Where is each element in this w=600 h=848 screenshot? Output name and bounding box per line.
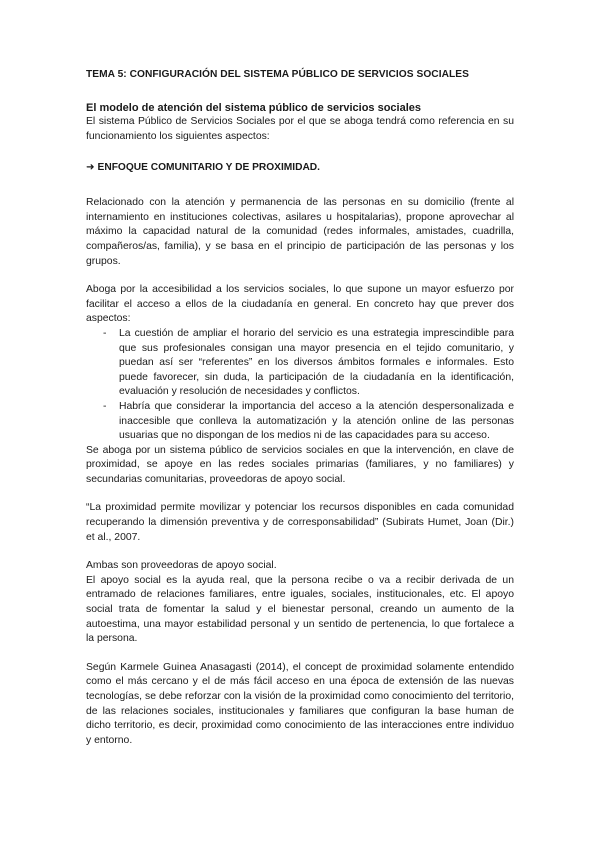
- paragraph-sistema-publico: Se aboga por un sistema público de servicios sociales en que la intervención, en clave de proximidad, se apoye en las redes sociales primarias (familiares, y no familiares) y secundarias comunitarias, proveedoras de apoyo social.: [86, 444, 514, 485]
- section-heading: [86, 161, 514, 175]
- document-title: TEMA 5: CONFIGURACIÓN DEL SISTEMA PÚBLICO DE SERVICIOS SOCIALES: [86, 69, 469, 80]
- list-item-text: La cuestión de ampliar el horario del servicio es una estrategia imprescindible para que sus profesionales consigan una mayor presencia en el tejido comunitario, y puedan así ser “referentes” en los diversos ámbitos formales e informales. Esto puede favorecer, sin duda, la participación de la ciudadanía en la identificación, evaluación y resolución de necesidades y conflictos.: [119, 327, 514, 398]
- dash-bullet: -: [103, 327, 107, 339]
- paragraph-accesibilidad: Aboga por la accesibilidad a los servicios sociales, lo que supone un mayor esfuerzo por facilitar el acceso a ellos de la ciudadanía en general. En concreto hay que prever dos aspectos:: [86, 284, 514, 325]
- paragraph-apoyo-social: El apoyo social es la ayuda real, que la persona recibe o va a recibir derivada de un entramado de relaciones familiares, entre iguales, sociales, institucionales, etc. El apoyo social trata de fomentar la salud y el bienestar personal, creando un aumento de la autoestima, una mayor estabilidad personal y un sentido de pertenencia, lo que fortalece a la persona.: [86, 574, 514, 645]
- list-item: [103, 400, 514, 444]
- paragraph-domicilio: Relacionado con la atención y permanencia de las personas en su domicilio (frente al internamiento en instituciones colectivas, asilares u hospitalarias), propone aprovechar al máximo la capacidad natural de la comunidad (redes informales, amistades, cuadrilla, compañeros/as, familia), y se basa en el principio de participación de las personas y los grupos.: [86, 197, 514, 267]
- section-heading-text: ENFOQUE COMUNITARIO Y DE PROXIMIDAD.: [97, 162, 320, 174]
- quote-paragraph: “La proximidad permite movilizar y potenciar los recursos disponibles en cada comunidad recuperando la dimensión preventiva y de corresponsabilidad” (Subirats Humet, Joan (Dir.) et al., 2007.: [86, 502, 514, 543]
- section-subtitle: El modelo de atención del sistema público de servicios sociales: [86, 102, 422, 114]
- list-item-text: Habría que considerar la importancia del acceso a la atención despersonalizada e inaccesible que conlleva la automatización y la atención online de las personas usuarias que no dispongan de los medios ni de las capacidades para su acceso.: [119, 400, 514, 442]
- list-item: [103, 327, 514, 400]
- arrow-icon: ➜: [86, 162, 95, 174]
- bullet-list: [86, 327, 514, 444]
- intro-paragraph: El sistema Público de Servicios Sociales por el que se aboga tendrá como referencia en su funcionamiento los siguientes aspectos:: [86, 116, 514, 142]
- paragraph-guinea: Según Karmele Guinea Anasagasti (2014), el concept de proximidad solamente entendido como el más cercano y el de más fácil acceso en una época de extensión de las nuevas tecnologías, se debe reforzar con la visión de la proximidad como conocimiento del territorio, de las relaciones sociales, institucionales y familiares que configuran la base human de dicho territorio, es decir, proximidad como conocimiento de las interacciones entre individuo y entorno.: [86, 661, 514, 746]
- document-page: [86, 68, 514, 748]
- paragraph-ambas: Ambas son proveedoras de apoyo social.: [86, 560, 277, 572]
- dash-bullet: -: [103, 400, 107, 412]
